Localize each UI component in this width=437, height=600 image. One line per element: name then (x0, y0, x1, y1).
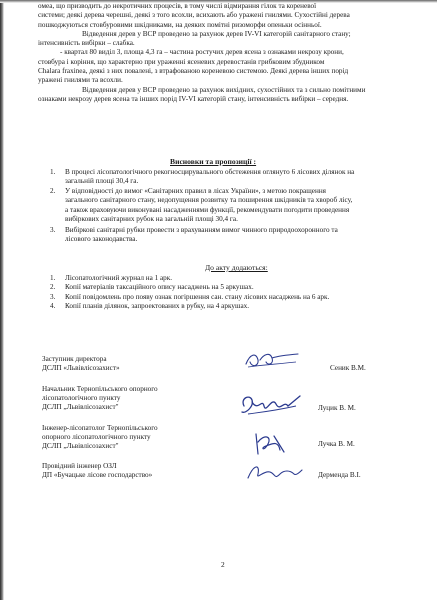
attachments-heading: До акту додаються: (205, 263, 268, 272)
signatory-role (42, 385, 158, 413)
role-line: ДСЛП „Львівлісозахист" (42, 442, 119, 451)
list-line: Вибіркові санітарні рубки провести з врахуванням вимог чинного природоохоронного та (65, 226, 338, 234)
role-line: Заступник директора (42, 355, 107, 363)
signature-seneyk (242, 346, 302, 372)
attachment-item (50, 293, 415, 302)
role-line: ДП «Бучацьке лісове господарство» (42, 471, 153, 480)
list-line: вибіркових санітарних рубок на загальній площі 30,4 га. (65, 214, 238, 223)
list-number: 4. (50, 302, 56, 310)
signatory-name: Лучка В. М. (318, 440, 355, 448)
intro-line: інтенсивність вибірки – слабка. (38, 39, 135, 48)
intro-line: уражені гнилями та всохли. (38, 76, 123, 85)
role-line: опорного лісопатологічного пункту (42, 433, 151, 442)
intro-line: пошкоджуються стовбуровими шкідниками, на деяких помітні ризоморфи опеньки осінньої. (38, 20, 322, 29)
page-number: 2 (221, 560, 225, 569)
list-number: 2. (50, 187, 56, 195)
role-line: Провідний інженер ОЗЛ (42, 462, 117, 470)
list-number: 2. (50, 283, 56, 291)
list-line: загального санітарного стану, недопущення розвитку та поширення шкідників та хвороб лісу, (65, 196, 353, 205)
role-line: Інженер-лісопатолог Тернопільського (42, 424, 158, 432)
signature-dermenda (244, 460, 304, 484)
conclusion-item (50, 168, 415, 187)
signatory-role (42, 355, 120, 373)
conclusion-item (50, 226, 415, 245)
list-line: Копії матеріалів таксаційного опису насаджень на 5 аркушах. (65, 283, 254, 291)
intro-line: - квартал 80 виділ 3, площа 4,3 га – частина ростучих дерев ясена з ознаками некрозу крони, (60, 48, 344, 57)
signatory-name: Луцик В. М. (318, 404, 356, 412)
attachment-item (50, 274, 415, 283)
list-line: Лісопатологічний журнал на 1 арк. (65, 274, 173, 282)
attachment-item (50, 302, 415, 311)
intro-line: омеа, що призводить до некротичних процесів, в тому числі відмирання гілок та кореневої (38, 2, 317, 10)
signatory-role (42, 462, 152, 480)
list-line: а також враховуючи виконувані насадженнями функції, рекомендувати погодити проведення (65, 205, 350, 214)
intro-line: системи; деякі дерева черешні, деякі з того всохли, всихають або уражені гнилями. Сухостійні дерева (38, 11, 350, 20)
conclusions-heading: Висновки та пропозиції : (170, 157, 257, 166)
signatory-name: Сеник В.М. (330, 364, 366, 372)
attachment-item (50, 283, 415, 292)
list-number: 1. (50, 168, 56, 176)
intro-line: Відведення дерев у ВСР проведено за рахунок дерев IV-VI категорій санітарного стану; (82, 29, 351, 38)
intro-line: ознаками некрозу дерев ясена та інших порід IV-VI категорій стану, інтенсивність вибірки – середня. (38, 94, 349, 103)
role-line: Начальник Тернопільського опорного (42, 385, 158, 393)
list-number: 1. (50, 274, 56, 282)
role-line: лісопатологічного пункту (42, 394, 121, 403)
scan-edge-left (0, 0, 4, 600)
list-number: 3. (50, 293, 56, 301)
intro-line: Відведення дерев у ВСР проведено за рахунок вихідних, сухостійних та з сильно помітними (82, 85, 366, 94)
list-number: 3. (50, 226, 56, 234)
intro-text (38, 2, 413, 104)
conclusion-item (50, 187, 415, 224)
signature-lutsyk (238, 392, 304, 420)
list-line: В процесі лісопатологічного рекогносцирувального обстеження оглянуто 6 лісових ділянок на (65, 168, 355, 176)
intro-line: стовбура і коріння, що характерно при ураженні ясеневих деревостанів грибковим збудником (38, 57, 325, 66)
role-line: ДСЛП „Львівлісозахист" (42, 403, 119, 412)
list-line: лісового законодавства. (65, 235, 138, 244)
role-line: ДСЛП «Львівлісозахист» (42, 364, 120, 373)
signature-luchka (250, 430, 290, 458)
list-line: загальній площі 30,4 га. (65, 177, 139, 186)
list-line: Копії планів ділянок, запроектованих в рубку, на 4 аркушах. (65, 302, 250, 310)
signatory-role (42, 424, 158, 452)
list-line: У відповідності до вимог «Санітарних правил в лісах України», з метою покращення (65, 187, 326, 195)
intro-line: Chalara fraxinea, деякі з них повалені, з втрафованою кореневою системою. Деякі дерева інших порід (38, 67, 349, 76)
signatory-name: Дерменда В.І. (318, 471, 361, 479)
list-line: Копії повідомлень про появу ознак погіршення сан. стану лісових насаджень на 6 арк. (65, 293, 330, 301)
